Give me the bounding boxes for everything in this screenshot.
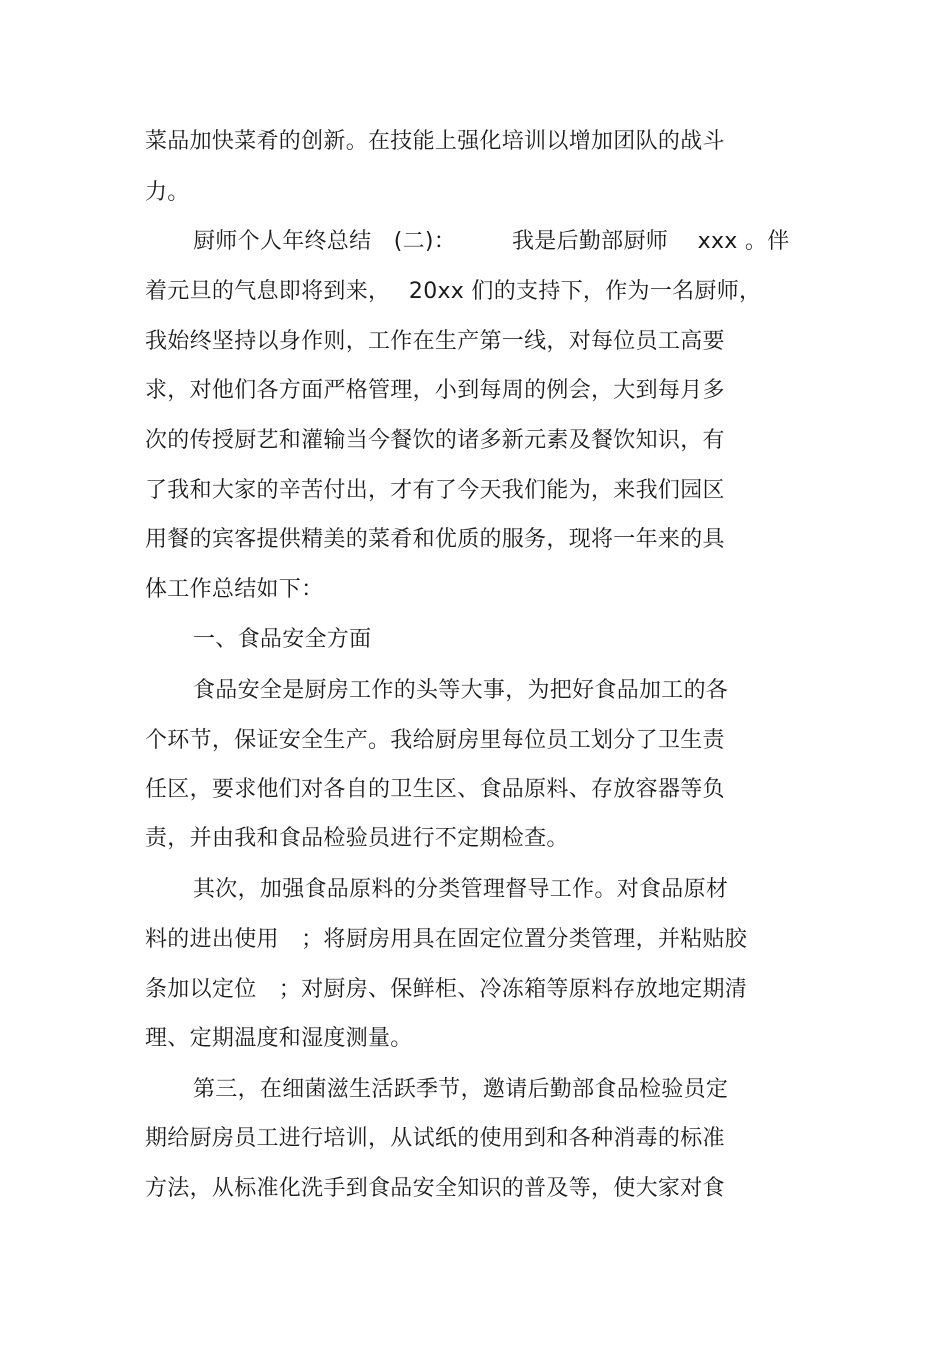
text-line: 方法，从标准化洗手到食品安全知识的普及等，使大家对食	[145, 1176, 725, 1201]
text-line: 次的传授厨艺和灌输当今餐饮的诸多新元素及餐饮知识，有	[145, 428, 725, 453]
text-line: 责，并由我和食品检验员进行不定期检查。	[145, 826, 569, 851]
text-line: 理、定期温度和湿度测量。	[145, 1026, 413, 1051]
paragraph-start-line: 其次，加强食品原料的分类管理督导工作。对食品原材	[193, 877, 729, 902]
text-line: 期给厨房员工进行培训，从试纸的使用到和各种消毒的标准	[145, 1126, 725, 1151]
text-line: 个环节，保证安全生产。我给厨房里每位员工划分了卫生责	[145, 728, 725, 753]
text-line: 着元旦的气息即将到来， 20xx 们的支持下，作为一名厨师，	[145, 279, 762, 304]
section-heading-line: 厨师个人年终总结 (二)： 我是后勤部厨师 xxx 。伴	[193, 229, 790, 254]
text-line: 体工作总结如下：	[145, 577, 324, 602]
text-line: 求，对他们各方面严格管理，小到每周的例会，大到每月多	[145, 378, 725, 403]
text-line: 任区，要求他们对各自的卫生区、食品原料、存放容器等负	[145, 777, 725, 802]
paragraph-start-line: 第三，在细菌滋生活跃季节，邀请后勤部食品检验员定	[193, 1077, 729, 1102]
text-line: 用餐的宾客提供精美的菜肴和优质的服务，现将一年来的具	[145, 527, 725, 552]
subheading-line: 一、食品安全方面	[193, 627, 372, 652]
text-line: 菜品加快菜肴的创新。在技能上强化培训以增加团队的战斗	[145, 129, 725, 154]
paragraph-start-line: 食品安全是厨房工作的头等大事，为把好食品加工的各	[193, 678, 729, 703]
text-line: 料的进出使用 ；将厨房用具在固定位置分类管理，并粘贴胶	[145, 927, 748, 952]
text-line: 条加以定位 ；对厨房、保鲜柜、冷冻箱等原料存放地定期清	[145, 977, 748, 1002]
text-line: 了我和大家的辛苦付出，才有了今天我们能为，来我们园区	[145, 478, 725, 503]
text-line: 力。	[145, 180, 190, 205]
text-line: 我始终坚持以身作则，工作在生产第一线，对每位员工高要	[145, 329, 725, 354]
